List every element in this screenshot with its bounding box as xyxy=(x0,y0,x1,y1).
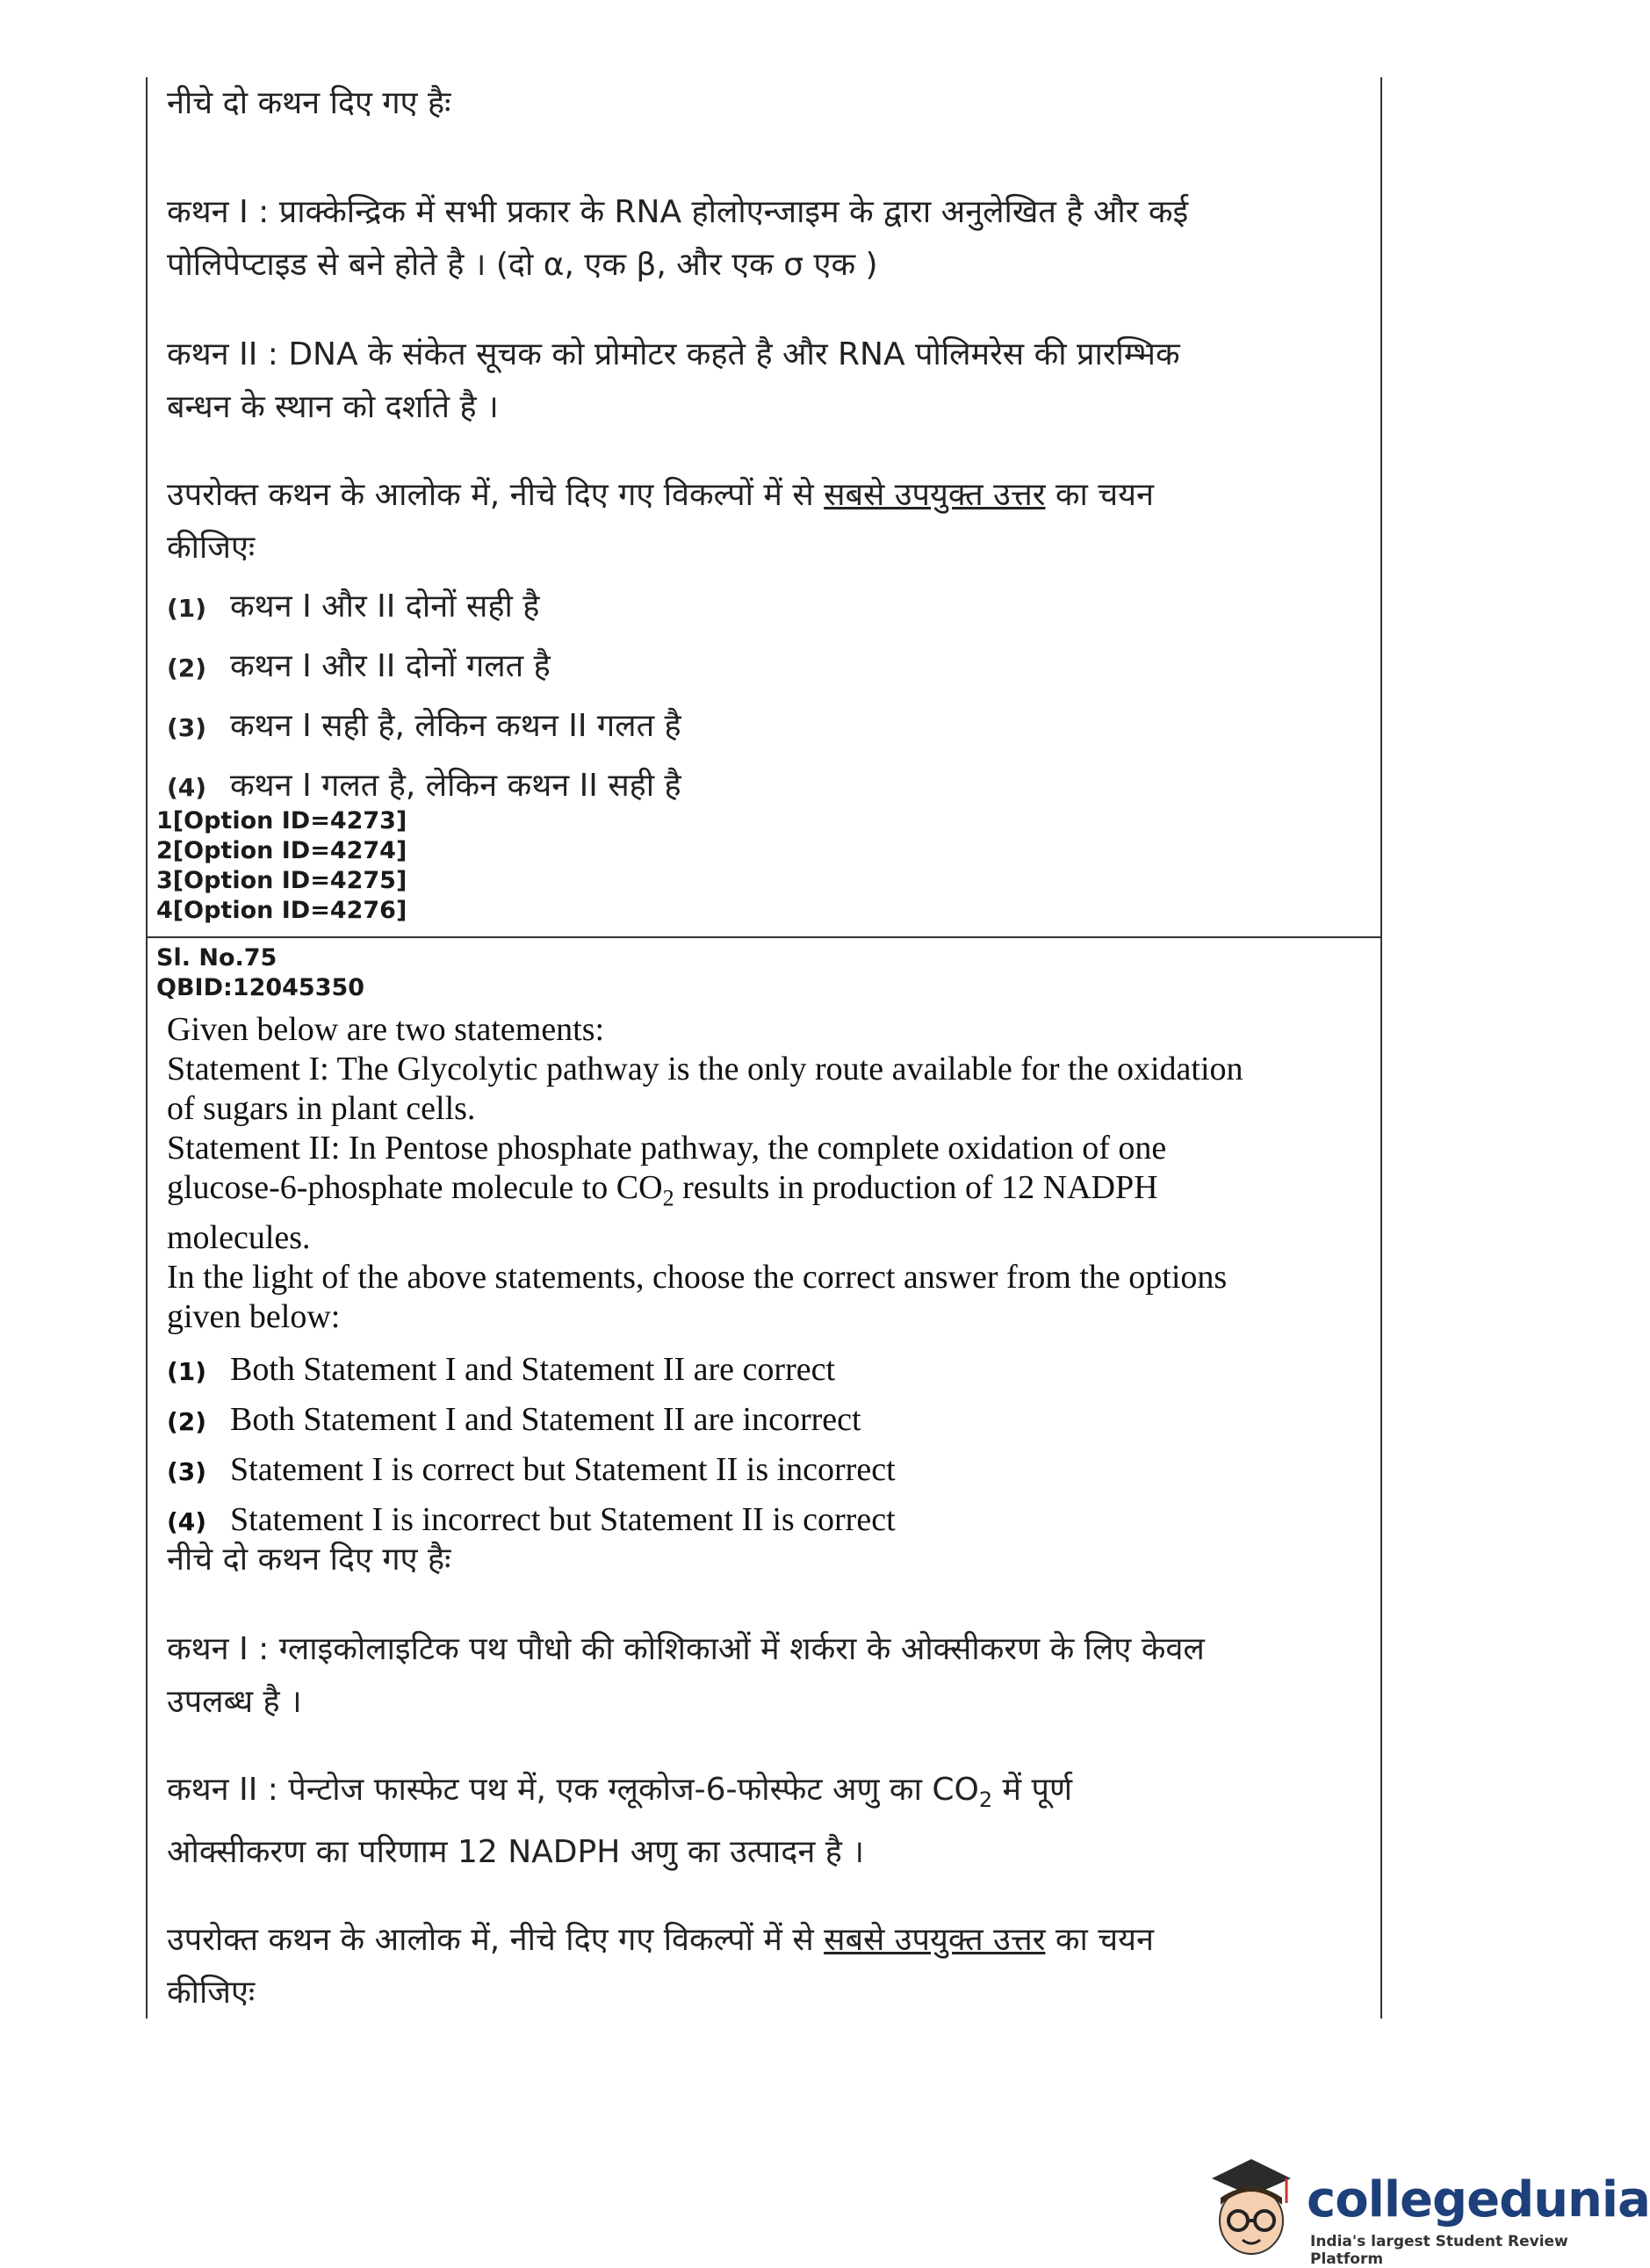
q74-statement2-line2: बन्धन के स्थान को दर्शाते है । xyxy=(167,389,499,425)
q74-option-1: (1) कथन I और II दोनों सही है xyxy=(167,589,540,625)
q75-en-line-5: glucose-6-phosphate molecule to $CO_2$ results in production of 12 NADPH xyxy=(167,1169,1158,1211)
option-id-4: 4[Option ID=4276] xyxy=(156,897,407,924)
q75-option-2: (2) Both Statement I and Statement II are incorrect xyxy=(167,1400,861,1438)
q75-en-line-7: In the light of the above statements, choose the correct answer from the options xyxy=(167,1258,1228,1296)
q74-option-3: (3) कथन I सही है, लेकिन कथन II गलत है xyxy=(167,708,681,744)
q74-instruction: उपरोक्त कथन के आलोक में, नीचे दिए गए विकल्पों में से सबसे उपयुक्त उत्तर का चयन xyxy=(167,477,1155,513)
q75-option-1: (1) Both Statement I and Statement II are correct xyxy=(167,1350,836,1388)
q75-en-line-2: Statement I: The Glycolytic pathway is the only route available for the oxidation xyxy=(167,1051,1243,1087)
q74-hindi-block xyxy=(167,77,1361,817)
q74-option-2: (2) कथन I और II दोनों गलत है xyxy=(167,648,551,684)
q75-hi-statement2-line2: ओक्सीकरण का परिणाम 12 NADPH अणु का उत्पादन है । xyxy=(167,1834,864,1871)
option-id-3: 3[Option ID=4275] xyxy=(156,867,407,894)
q75-hindi-block xyxy=(167,1534,1361,2019)
qbid: QBID:12045350 xyxy=(156,974,365,1001)
q75-english-block xyxy=(167,1010,1361,1546)
q75-en-line-4: Statement II: In Pentose phosphate pathway, the complete oxidation of one xyxy=(167,1130,1167,1167)
table-left-border xyxy=(146,77,148,2019)
question-divider xyxy=(146,936,1382,938)
mascot-icon xyxy=(1203,2152,1300,2263)
q75-hi-statement2-line1: कथन II : पेन्टोज फास्फेट पथ में, एक ग्लूकोज-6-फोस्फेट अणु का $CO_2$ में पूर्ण xyxy=(167,1772,1073,1813)
q75-hi-statement1-line1: कथन I : ग्लाइकोलाइटिक पथ पौधो की कोशिकाओं में शर्करा के ओक्सीकरण के लिए केवल xyxy=(167,1631,1205,1667)
option-id-1: 1[Option ID=4273] xyxy=(156,807,407,834)
q75-option-4: (4) Statement I is incorrect but Statement II is correct xyxy=(167,1500,896,1538)
q75-hi-instruction-line2: कीजिएः xyxy=(167,1975,256,2012)
collegedunia-logo[interactable] xyxy=(1203,2152,1650,2268)
logo-wordmark: collegedunia xyxy=(1307,2171,1650,2228)
q75-hi-intro: नीचे दो कथन दिए गए हैः xyxy=(167,1542,451,1578)
q75-en-line-1: Given below are two statements: xyxy=(167,1011,605,1048)
q74-instruction-line2: कीजिएः xyxy=(167,530,256,566)
q74-option-ids xyxy=(156,806,1351,926)
q74-statement1-line1: कथन I : प्राक्केन्द्रिक में सभी प्रकार के RNA होलोएन्जाइम के द्वारा अनुलेखित है और कई xyxy=(167,194,1189,230)
q75-option-3: (3) Statement I is correct but Statement II is incorrect xyxy=(167,1450,896,1488)
q75-en-line-8: given below: xyxy=(167,1297,341,1335)
q75-en-line-6: molecules. xyxy=(167,1218,311,1256)
table-right-border xyxy=(1380,77,1382,2019)
q75-hi-statement1-line2: उपलब्ध है । xyxy=(167,1684,302,1720)
q74-statement1-line2: पोलिपेप्टाइड से बने होते है । (दो α, एक β, और एक σ एक ) xyxy=(167,247,878,283)
q74-statement2-line1: कथन II : DNA के संकेत सूचक को प्रोमोटर कहते है और RNA पोलिमरेस की प्रारम्भिक xyxy=(167,336,1180,372)
option-id-2: 2[Option ID=4274] xyxy=(156,837,407,864)
q75-en-line-3: of sugars in plant cells. xyxy=(167,1090,476,1127)
serial-number: Sl. No.75 xyxy=(156,944,277,971)
logo-tagline: India's largest Student Review Platform xyxy=(1310,2233,1568,2268)
q74-intro: नीचे दो कथन दिए गए हैः xyxy=(167,85,451,121)
q75-header xyxy=(156,943,1351,1003)
q74-option-4: (4) कथन I गलत है, लेकिन कथन II सही है xyxy=(167,768,681,804)
q75-hi-instruction: उपरोक्त कथन के आलोक में, नीचे दिए गए विकल्पों में से सबसे उपयुक्त उत्तर का चयन xyxy=(167,1922,1155,1959)
